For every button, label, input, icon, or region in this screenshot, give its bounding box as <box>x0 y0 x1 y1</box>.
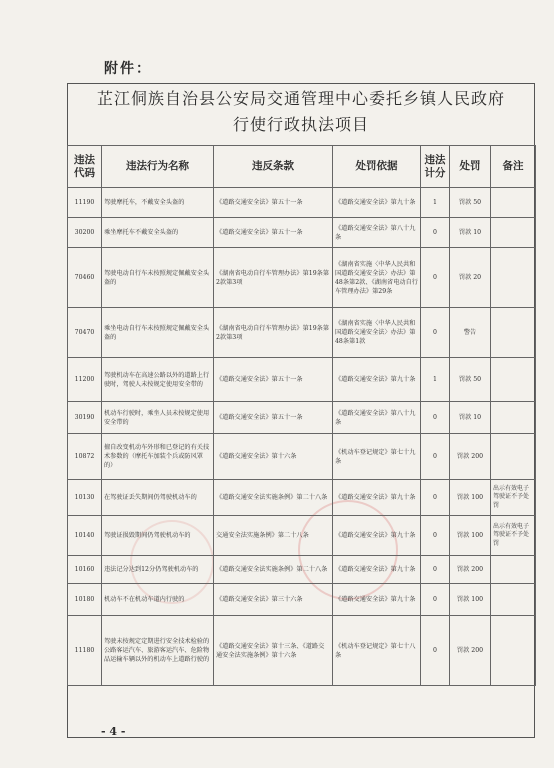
table-row <box>68 434 536 480</box>
cell-note <box>491 218 536 248</box>
cell-penalty: 罚款 100 <box>450 584 491 616</box>
cell-penalty: 罚款 10 <box>450 218 491 248</box>
header-clause: 违反条款 <box>214 146 333 188</box>
title-line-1: 芷江侗族自治县公安局交通管理中心委托乡镇人民政府 <box>96 89 505 108</box>
cell-points: 0 <box>421 402 450 434</box>
cell-basis: 《道路交通安全法》第九十条 <box>333 480 421 516</box>
cell-code: 10180 <box>68 584 102 616</box>
cell-points: 0 <box>421 480 450 516</box>
title-line-2: 行使行政执法项目 <box>232 115 369 134</box>
cell-points: 0 <box>421 218 450 248</box>
cell-penalty: 罚款 200 <box>450 434 491 480</box>
table-header-row <box>68 146 536 188</box>
cell-behavior: 驾驶机动车在高速公路以外的道路上行驶时，驾驶人未按规定使用安全带的 <box>102 358 214 402</box>
table-row <box>68 248 536 308</box>
cell-behavior: 擅自改变机动车外形和已登记的有关技术参数的（摩托车加装个兵或防风罩的） <box>102 434 214 480</box>
cell-clause: 交通安全法实施条例》第二十八条 <box>214 516 333 556</box>
attachment-label: 附件： <box>104 61 152 77</box>
cell-basis: 《道路交通安全法》第九十条 <box>333 556 421 584</box>
cell-behavior: 违法记分达到12分仍驾驶机动车的 <box>102 556 214 584</box>
cell-points: 0 <box>421 248 450 308</box>
cell-note <box>491 308 536 358</box>
document-title <box>67 86 535 146</box>
cell-penalty: 罚款 100 <box>450 480 491 516</box>
cell-clause: 《道路交通安全法》第十三条、《道路交通安全法实施条例》第十六条 <box>214 616 333 686</box>
enforcement-items-table <box>67 145 536 686</box>
cell-code: 10872 <box>68 434 102 480</box>
cell-points: 0 <box>421 616 450 686</box>
table-row <box>68 188 536 218</box>
cell-points: 0 <box>421 556 450 584</box>
header-note: 备注 <box>491 146 536 188</box>
cell-note <box>491 556 536 584</box>
cell-clause: 《湖南省电动自行车管理办法》第19条第2款第3项 <box>214 248 333 308</box>
table-row <box>68 584 536 616</box>
cell-penalty: 罚款 200 <box>450 556 491 584</box>
cell-behavior: 机动车不在机动车道内行驶的 <box>102 584 214 616</box>
cell-behavior: 机动车行驶时，乘坐人员未按规定使用安全带的 <box>102 402 214 434</box>
cell-code: 11200 <box>68 358 102 402</box>
table-row <box>68 308 536 358</box>
cell-clause: 《道路交通安全法》第五十一条 <box>214 188 333 218</box>
cell-note <box>491 434 536 480</box>
cell-basis: 《道路交通安全法》第九十条 <box>333 358 421 402</box>
cell-note <box>491 358 536 402</box>
cell-basis: 《道路交通安全法》第九十条 <box>333 188 421 218</box>
cell-clause: 《道路交通安全法》第五十一条 <box>214 402 333 434</box>
cell-basis: 《道路交通安全法》第八十九条 <box>333 402 421 434</box>
cell-note <box>491 616 536 686</box>
cell-basis: 《湖南省实施〈中华人民共和国道路交通安全法〉办法》第48条第1款 <box>333 308 421 358</box>
cell-basis: 《机动车登记规定》第七十八条 <box>333 616 421 686</box>
cell-points: 1 <box>421 358 450 402</box>
table-row <box>68 480 536 516</box>
header-basis: 处罚依据 <box>333 146 421 188</box>
cell-code: 10130 <box>68 480 102 516</box>
cell-penalty: 罚款 200 <box>450 616 491 686</box>
table-row <box>68 218 536 248</box>
cell-code: 30190 <box>68 402 102 434</box>
cell-behavior: 乘坐电动自行车未按照规定佩戴安全头盔的 <box>102 308 214 358</box>
cell-note <box>491 402 536 434</box>
cell-code: 11190 <box>68 188 102 218</box>
table-row <box>68 516 536 556</box>
cell-penalty: 罚款 100 <box>450 516 491 556</box>
table-row <box>68 402 536 434</box>
cell-behavior: 驾驶未按规定定期进行安全技术检验的公路客运汽车、旅游客运汽车、危险物品运输车辆以外的机动车上道路行驶的 <box>102 616 214 686</box>
cell-behavior: 在驾驶证丢失期间仍驾驶机动车的 <box>102 480 214 516</box>
cell-behavior: 驾驶证损毁期间仍驾驶机动车的 <box>102 516 214 556</box>
cell-penalty: 罚款 20 <box>450 248 491 308</box>
table-row <box>68 358 536 402</box>
cell-note <box>491 188 536 218</box>
cell-code: 10160 <box>68 556 102 584</box>
cell-basis: 《道路交通安全法》第八十九条 <box>333 218 421 248</box>
cell-note <box>491 248 536 308</box>
header-points: 违法计分 <box>421 146 450 188</box>
cell-points: 1 <box>421 188 450 218</box>
page-number: - 4 - <box>101 725 126 738</box>
table-row <box>68 616 536 686</box>
cell-basis: 《机动车登记规定》第七十九条 <box>333 434 421 480</box>
cell-clause: 《道路交通安全法实施条例》第二十八条 <box>214 556 333 584</box>
cell-note: 出示有效电子驾驶证不予处罚 <box>491 480 536 516</box>
table-row <box>68 556 536 584</box>
cell-clause: 《道路交通安全法实施条例》第二十八条 <box>214 480 333 516</box>
cell-behavior: 驾驶摩托车，不戴安全头盔的 <box>102 188 214 218</box>
cell-basis: 《道路交通安全法》第九十条 <box>333 516 421 556</box>
cell-code: 70470 <box>68 308 102 358</box>
header-penalty: 处罚 <box>450 146 491 188</box>
cell-clause: 《道路交通安全法》第五十一条 <box>214 218 333 248</box>
cell-clause: 《道路交通安全法》第五十一条 <box>214 358 333 402</box>
cell-penalty: 警告 <box>450 308 491 358</box>
cell-basis: 《湖南省实施〈中华人民共和国道路交通安全法〉办法》第48条第2款、《湖南省电动自行车管理办法》第29条 <box>333 248 421 308</box>
cell-code: 70460 <box>68 248 102 308</box>
cell-clause: 《道路交通安全法》第十六条 <box>214 434 333 480</box>
header-code: 违法代码 <box>68 146 102 188</box>
cell-code: 11180 <box>68 616 102 686</box>
cell-note <box>491 584 536 616</box>
cell-behavior: 驾驶电动自行车未按照规定佩戴安全头盔的 <box>102 248 214 308</box>
cell-basis: 《道路交通安全法》第九十条 <box>333 584 421 616</box>
cell-clause: 《湖南省电动自行车管理办法》第19条第2款第3项 <box>214 308 333 358</box>
cell-penalty: 罚款 50 <box>450 188 491 218</box>
cell-note: 出示有效电子驾驶证不予处罚 <box>491 516 536 556</box>
cell-penalty: 罚款 10 <box>450 402 491 434</box>
cell-points: 0 <box>421 516 450 556</box>
header-behavior: 违法行为名称 <box>102 146 214 188</box>
cell-code: 10140 <box>68 516 102 556</box>
cell-points: 0 <box>421 308 450 358</box>
cell-points: 0 <box>421 584 450 616</box>
cell-behavior: 乘坐摩托车不戴安全头盔的 <box>102 218 214 248</box>
cell-code: 30200 <box>68 218 102 248</box>
cell-points: 0 <box>421 434 450 480</box>
cell-clause: 《道路交通安全法》第三十六条 <box>214 584 333 616</box>
cell-penalty: 罚款 50 <box>450 358 491 402</box>
